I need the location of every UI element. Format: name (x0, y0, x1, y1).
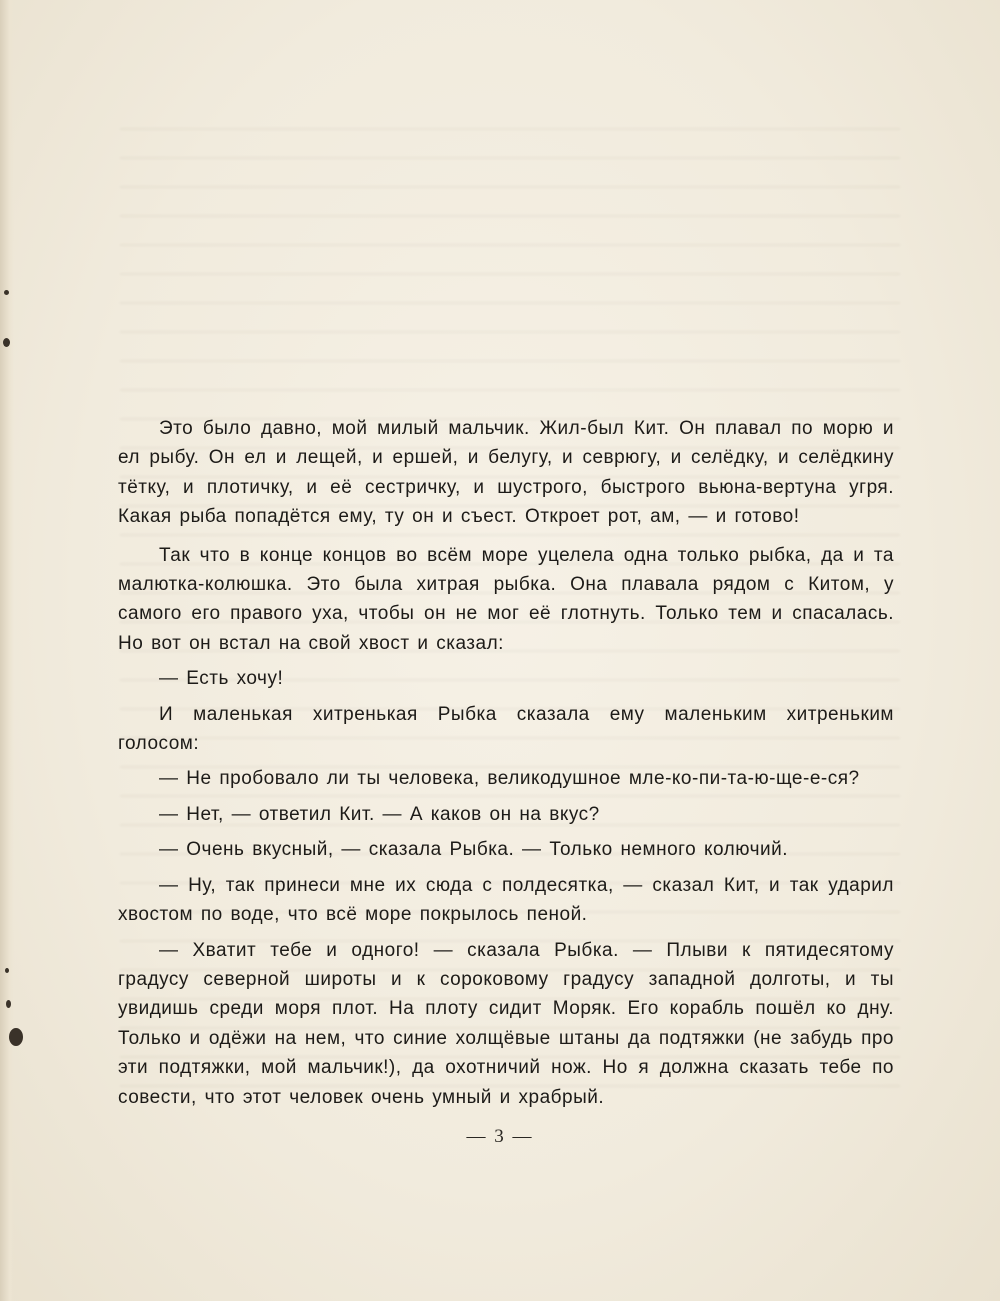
dialogue-line: — Не пробовало ли ты человека, великодушное мле-ко-пи-та-ю-ще-е-ся? (159, 768, 860, 790)
binding-mark (3, 338, 10, 347)
binding-mark (6, 1000, 11, 1008)
paragraph: И маленькая хитренькая Рыбка сказала ему маленьким хитреньким голосом: (118, 703, 894, 755)
paragraph: Так что в конце концов во всём море уцелела одна только рыбка, да и та малютка-колюшка. Это была хитрая рыбка. Она плавала рядом с Китом, у самого его правого уха, чтобы он не мог её глотнуть. Только тем и спасалась. Но вот он встал на свой хвост и сказал: (118, 544, 894, 654)
dialogue-line: — Ну, так принеси мне их сюда с полдесятка, — сказал Кит, и так ударил хвостом по воде, что всё море покрылось пеной. (118, 874, 894, 926)
dialogue-line: — Есть хочу! (159, 668, 284, 690)
dialogue-line: — Хватит тебе и одного! — сказала Рыбка. — Плыви к пятидесятому градусу северной широты и к сороковому градусу западной долготы, и ты увидишь среди моря плот. На плоту сидит Моряк. Его корабль пошёл ко дну. Только и одёжи на нем, что синие холщёвые штаны да подтяжки (не забудь про эти подтяжки, мой мальчик!), да охотничий нож. Но я должна сказать тебе по совести, что этот человек очень умный и храбрый. (118, 939, 894, 1108)
dialogue-line: — Нет, — ответил Кит. — А каков он на вкус? (159, 803, 600, 825)
paragraph: Это было давно, мой милый мальчик. Жил-был Кит. Он плавал по морю и ел рыбу. Он ел и лещей, и ершей, и белугу, и севрюгу, и селёдку, и селёдкину тётку, и плотичку, и её сестричку, и шустрого, быстрого вьюна-вертуна угря. Какая рыба попадётся ему, ту он и съест. Откроет рот, ам, — и готово! (118, 418, 894, 528)
binding-mark (4, 290, 9, 295)
binding-mark (9, 1028, 23, 1046)
page-number: — 3 — (466, 1126, 534, 1147)
dialogue-line: — Очень вкусный, — сказала Рыбка. — Только немного колючий. (159, 839, 789, 861)
story-text (118, 414, 894, 1112)
page-binding-edge (0, 0, 14, 1301)
binding-mark (5, 968, 9, 973)
